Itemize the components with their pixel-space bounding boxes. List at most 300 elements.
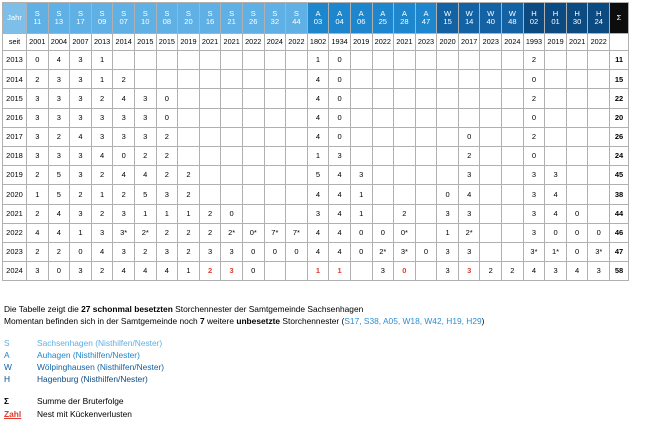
table-cell (372, 70, 394, 89)
header-group: S (293, 9, 299, 19)
since-year: 2023 (480, 34, 502, 51)
table-cell (286, 185, 308, 204)
header-group: H (574, 9, 580, 19)
header-nest-s44 (286, 3, 308, 34)
since-year: 1802 (307, 34, 329, 51)
table-cell: 1 (350, 204, 372, 223)
table-cell: 2 (480, 262, 502, 281)
table-cell (502, 223, 524, 242)
header-num: 48 (508, 17, 517, 26)
table-cell (545, 70, 567, 89)
table-cell: 5 (48, 185, 70, 204)
legend-s-key: S (4, 338, 10, 348)
header-num: 21 (227, 17, 236, 26)
since-year: 2019 (178, 34, 200, 51)
table-cell (199, 127, 221, 146)
table-cell: 3* (523, 242, 545, 261)
table-cell: 3 (113, 108, 135, 127)
table-cell: 1 (70, 223, 92, 242)
table-cell: 2 (91, 166, 113, 185)
table-cell (178, 70, 200, 89)
table-cell: 0 (329, 108, 351, 127)
table-cell: 2 (48, 127, 70, 146)
summary-text: Momentan befinden sich in der Samtgemeinde noch (4, 316, 200, 326)
row-year: 2019 (3, 166, 27, 185)
table-cell: 5 (307, 166, 329, 185)
table-cell: 3 (91, 127, 113, 146)
unoccupied-count: 7 (200, 316, 205, 326)
table-cell: 2 (134, 146, 156, 165)
table-cell (458, 70, 480, 89)
table-cell: 0 (264, 242, 286, 261)
table-cell: 3 (458, 166, 480, 185)
table-cell: 3 (134, 89, 156, 108)
table-cell: 2 (91, 89, 113, 108)
table-cell: 1 (437, 223, 459, 242)
table-cell (242, 127, 264, 146)
table-cell (394, 70, 416, 89)
table-cell: 1* (545, 242, 567, 261)
table-cell (394, 185, 416, 204)
table-cell: 3 (156, 185, 178, 204)
table-cell: 3* (113, 223, 135, 242)
table-cell (502, 127, 524, 146)
table-cell: 0* (394, 223, 416, 242)
table-cell (415, 108, 437, 127)
header-num: 24 (594, 17, 603, 26)
table-cell: 3* (394, 242, 416, 261)
legend-w-key: W (4, 362, 12, 372)
row-sum: 24 (610, 146, 629, 165)
table-cell (502, 89, 524, 108)
table-cell: 2* (458, 223, 480, 242)
table-cell: 2 (199, 204, 221, 223)
table-cell: 1 (307, 51, 329, 70)
table-cell: 0* (242, 223, 264, 242)
table-cell (588, 166, 610, 185)
header-group: A (423, 9, 429, 19)
header-group: A (315, 9, 321, 19)
table-cell: 3 (199, 242, 221, 261)
table-cell (372, 89, 394, 108)
table-cell: 4 (329, 223, 351, 242)
table-cell (545, 89, 567, 108)
since-year: 2022 (286, 34, 308, 51)
header-group: W (487, 9, 495, 19)
table-cell (221, 70, 243, 89)
table-cell: 4 (307, 223, 329, 242)
table-cell (242, 70, 264, 89)
table-cell: 2 (27, 204, 49, 223)
header-num: 28 (400, 17, 409, 26)
header-num: 14 (464, 17, 474, 26)
table-cell: 2 (523, 127, 545, 146)
table-row (3, 146, 629, 165)
table-cell: 3 (91, 223, 113, 242)
header-num: 11 (33, 17, 42, 26)
table-cell (415, 166, 437, 185)
table-cell: 4 (545, 185, 567, 204)
table-cell: 4 (134, 166, 156, 185)
row-year: 2013 (3, 51, 27, 70)
row-sum: 11 (610, 51, 629, 70)
header-group: S (207, 9, 213, 19)
since-year: 2015 (156, 34, 178, 51)
table-cell (242, 146, 264, 165)
table-cell (264, 166, 286, 185)
table-cell (480, 223, 502, 242)
table-cell (458, 51, 480, 70)
since-year: 2021 (394, 34, 416, 51)
header-num: 20 (184, 17, 193, 26)
header-nest-a04 (329, 3, 351, 34)
header-group: H (595, 9, 602, 19)
occupied-count: 27 schonmal besetzten (81, 304, 173, 314)
header-nest-s16 (199, 3, 221, 34)
table-cell: 0 (350, 242, 372, 261)
table-cell (545, 146, 567, 165)
table-cell: 1 (91, 70, 113, 89)
header-nest-s21 (221, 3, 243, 34)
table-cell: 0 (221, 204, 243, 223)
table-cell: 3 (70, 70, 92, 89)
table-cell (502, 70, 524, 89)
table-cell (286, 146, 308, 165)
table-cell (415, 223, 437, 242)
table-cell (221, 108, 243, 127)
header-group: S (272, 9, 278, 19)
table-cell: 2* (372, 242, 394, 261)
table-cell (458, 89, 480, 108)
table-cell (415, 127, 437, 146)
seit-label: seit (3, 34, 27, 51)
since-year: 2001 (27, 34, 49, 51)
table-cell: 3 (48, 108, 70, 127)
table-cell: 0 (329, 127, 351, 146)
table-cell: 0 (242, 262, 264, 281)
row-sum: 58 (610, 262, 629, 281)
table-cell: 4 (329, 185, 351, 204)
table-cell (437, 127, 459, 146)
table-cell (286, 70, 308, 89)
table-cell: 3 (27, 108, 49, 127)
table-cell (588, 89, 610, 108)
table-cell: 3 (545, 262, 567, 281)
table-cell: 0 (394, 262, 416, 281)
table-cell (350, 51, 372, 70)
table-cell: 3 (221, 262, 243, 281)
header-num: 08 (162, 17, 172, 26)
row-sum: 46 (610, 223, 629, 242)
table-cell: 3 (70, 89, 92, 108)
table-cell (502, 108, 524, 127)
table-row (3, 70, 629, 89)
table-cell: 2* (134, 223, 156, 242)
header-group: A (358, 9, 364, 19)
table-cell: 3 (437, 262, 459, 281)
row-sum: 45 (610, 166, 629, 185)
table-cell: 2 (458, 146, 480, 165)
since-year: 2013 (91, 34, 113, 51)
table-cell: 0 (458, 127, 480, 146)
table-cell (588, 127, 610, 146)
table-cell (566, 108, 588, 127)
table-cell (372, 185, 394, 204)
header-nest-a06 (350, 3, 372, 34)
table-cell: 2 (91, 204, 113, 223)
header-jahr: Jahr (3, 3, 27, 34)
table-cell (480, 70, 502, 89)
row-year: 2023 (3, 242, 27, 261)
table-cell: 0 (545, 223, 567, 242)
header-num: 32 (270, 17, 280, 26)
table-cell (437, 51, 459, 70)
unoccupied-word: unbesetzte (236, 316, 281, 326)
table-cell (566, 70, 588, 89)
table-cell (588, 70, 610, 89)
table-cell (394, 108, 416, 127)
table-cell (480, 185, 502, 204)
table-cell (350, 262, 372, 281)
since-year: 2021 (221, 34, 243, 51)
table-cell: 3 (588, 262, 610, 281)
table-cell: 4 (91, 242, 113, 261)
since-year: 2017 (458, 34, 480, 51)
table-cell: 4 (329, 166, 351, 185)
header-num: 03 (313, 17, 323, 26)
table-cell (480, 127, 502, 146)
table-cell: 4 (48, 51, 70, 70)
header-num: 09 (97, 17, 107, 26)
table-cell (415, 204, 437, 223)
table-cell: 0 (113, 146, 135, 165)
table-cell (199, 185, 221, 204)
table-cell: 3 (113, 242, 135, 261)
header-group: A (401, 9, 407, 19)
table-cell: 3 (134, 127, 156, 146)
table-cell (415, 89, 437, 108)
table-cell (480, 242, 502, 261)
table-cell (264, 185, 286, 204)
header-nest-w14 (458, 3, 480, 34)
table-cell: 2 (156, 146, 178, 165)
table-cell: 3 (458, 242, 480, 261)
table-cell (588, 146, 610, 165)
table-cell (545, 51, 567, 70)
header-group: A (380, 9, 386, 19)
table-cell (545, 127, 567, 146)
table-cell: 3 (27, 146, 49, 165)
table-cell (199, 166, 221, 185)
header-nest-a25 (372, 3, 394, 34)
table-cell (588, 185, 610, 204)
since-year: 2024 (264, 34, 286, 51)
table-cell: 4 (70, 127, 92, 146)
row-year: 2018 (3, 146, 27, 165)
table-cell (286, 51, 308, 70)
table-cell (415, 262, 437, 281)
table-cell (566, 127, 588, 146)
table-cell: 0 (329, 70, 351, 89)
row-year: 2020 (3, 185, 27, 204)
header-num: 44 (292, 17, 301, 26)
row-year: 2017 (3, 127, 27, 146)
since-year: 2007 (70, 34, 92, 51)
table-cell (588, 108, 610, 127)
table-cell: 2 (156, 127, 178, 146)
header-group: S (250, 9, 256, 19)
table-cell: 1 (307, 262, 329, 281)
table-cell: 3 (113, 204, 135, 223)
header-num: 10 (141, 17, 150, 26)
header-group: S (34, 9, 40, 19)
table-cell: 3 (221, 242, 243, 261)
table-cell: 4 (458, 185, 480, 204)
table-cell: 3 (70, 108, 92, 127)
table-row (3, 242, 629, 261)
table-cell: 0 (372, 223, 394, 242)
table-cell (480, 89, 502, 108)
table-cell: 1 (178, 204, 200, 223)
table-cell: 2 (134, 242, 156, 261)
table-cell: 3 (27, 127, 49, 146)
table-cell (415, 51, 437, 70)
table-cell: 0 (523, 108, 545, 127)
table-cell: 3 (523, 204, 545, 223)
table-cell (264, 108, 286, 127)
table-cell: 2 (27, 70, 49, 89)
table-cell: 0 (242, 242, 264, 261)
row-year: 2015 (3, 89, 27, 108)
table-cell: 0 (415, 242, 437, 261)
row-year: 2014 (3, 70, 27, 89)
table-cell (286, 89, 308, 108)
header-group: W (508, 9, 516, 19)
summary-text: ) (481, 316, 485, 326)
row-sum: 38 (610, 185, 629, 204)
legend-s-label: Sachsenhagen (Nisthilfen/Nester) (37, 338, 163, 348)
header-nest-s07 (113, 3, 135, 34)
row-sum: 20 (610, 108, 629, 127)
since-year: 2021 (566, 34, 588, 51)
header-nest-s09 (91, 3, 113, 34)
table-cell: 2 (178, 223, 200, 242)
header-nest-s08 (156, 3, 178, 34)
table-cell: 4 (113, 166, 135, 185)
header-num: 13 (54, 17, 64, 26)
table-cell: 2 (27, 242, 49, 261)
table-cell (242, 51, 264, 70)
table-cell: 3 (113, 127, 135, 146)
row-year: 2024 (3, 262, 27, 281)
table-cell (242, 204, 264, 223)
table-cell: 4 (329, 242, 351, 261)
table-cell (264, 89, 286, 108)
row-sum: 26 (610, 127, 629, 146)
header-num: 30 (572, 17, 582, 26)
row-sum: 44 (610, 204, 629, 223)
table-cell: 3 (523, 223, 545, 242)
table-cell (415, 185, 437, 204)
table-cell: 0 (48, 262, 70, 281)
table-cell (415, 70, 437, 89)
header-nest-s20 (178, 3, 200, 34)
table-cell (372, 127, 394, 146)
table-cell (221, 51, 243, 70)
header-nest-s10 (134, 3, 156, 34)
table-cell: 7* (264, 223, 286, 242)
breeding-table (2, 2, 629, 281)
table-cell (588, 51, 610, 70)
table-cell: 2 (178, 242, 200, 261)
summary-text: Die Tabelle zeigt die (4, 304, 82, 314)
header-num: 17 (76, 17, 85, 26)
header-group: S (185, 9, 191, 19)
table-cell (178, 127, 200, 146)
header-nest-s17 (70, 3, 92, 34)
table-cell: 3 (437, 242, 459, 261)
table-cell: 1 (350, 185, 372, 204)
table-cell: 4 (134, 262, 156, 281)
table-cell: 2 (394, 204, 416, 223)
table-cell (199, 146, 221, 165)
table-cell (221, 166, 243, 185)
table-cell (134, 51, 156, 70)
table-cell (566, 185, 588, 204)
table-cell (350, 127, 372, 146)
table-cell (394, 127, 416, 146)
legend-h-key: H (4, 374, 11, 384)
table-cell: 2 (48, 242, 70, 261)
table-cell: 4 (307, 185, 329, 204)
table-cell: 3* (588, 242, 610, 261)
table-cell: 4 (307, 242, 329, 261)
since-year: 2022 (242, 34, 264, 51)
table-cell (350, 89, 372, 108)
since-year: 2020 (437, 34, 459, 51)
table-cell: 3 (156, 242, 178, 261)
table-cell (199, 108, 221, 127)
table-cell: 2 (156, 223, 178, 242)
table-cell (221, 185, 243, 204)
since-year: 1934 (329, 34, 351, 51)
table-cell (242, 166, 264, 185)
table-cell (545, 108, 567, 127)
summary-text: Storchennester der Samtgemeinde Sachsenhagen (172, 304, 364, 314)
header-num: 06 (356, 17, 366, 26)
header-nest-s13 (48, 3, 70, 34)
table-cell: 3 (350, 166, 372, 185)
table-cell (286, 262, 308, 281)
since-year: 2022 (372, 34, 394, 51)
table-cell (502, 166, 524, 185)
header-nest-w48 (502, 3, 524, 34)
header-nest-h24 (588, 3, 610, 34)
loss-key: Zahl (4, 409, 22, 419)
table-cell (480, 204, 502, 223)
header-nest-s32 (264, 3, 286, 34)
table-cell: 5 (134, 185, 156, 204)
table-cell (502, 204, 524, 223)
table-cell (394, 89, 416, 108)
table-row (3, 262, 629, 281)
table-cell (199, 70, 221, 89)
legend-h-label: Hagenburg (Nisthilfen/Nester) (37, 374, 148, 384)
table-cell: 0 (566, 242, 588, 261)
loss-label: Nest mit Kückenverlusten (37, 409, 132, 419)
table-cell (199, 89, 221, 108)
table-cell (502, 242, 524, 261)
